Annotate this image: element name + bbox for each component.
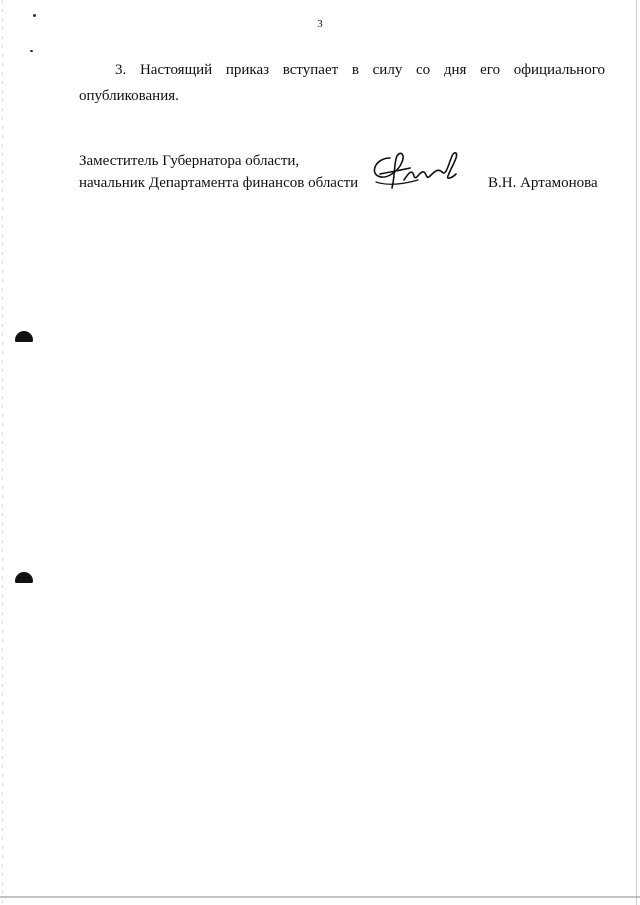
signatory-title-line-2: начальник Департамента финансов области (79, 175, 359, 191)
order-paragraph-3: 3. Настоящий приказ вступает в силу со дня его официального опубликования. (79, 62, 605, 104)
scan-edge-bottom (0, 896, 640, 898)
signatory-title-line-1: Заместитель Губернатора области, (79, 153, 300, 169)
scan-speck (30, 50, 33, 52)
punch-hole-mark-icon (15, 331, 33, 342)
handwritten-signature-icon (368, 146, 464, 198)
punch-hole-mark-icon (15, 572, 33, 583)
signatory-title (79, 150, 358, 194)
signatory-name: В.Н. Артамонова (488, 175, 598, 191)
scan-edge-left (2, 0, 3, 905)
scan-speck (33, 14, 36, 17)
scan-edge-right (636, 0, 637, 905)
page-number: 3 (317, 18, 323, 30)
